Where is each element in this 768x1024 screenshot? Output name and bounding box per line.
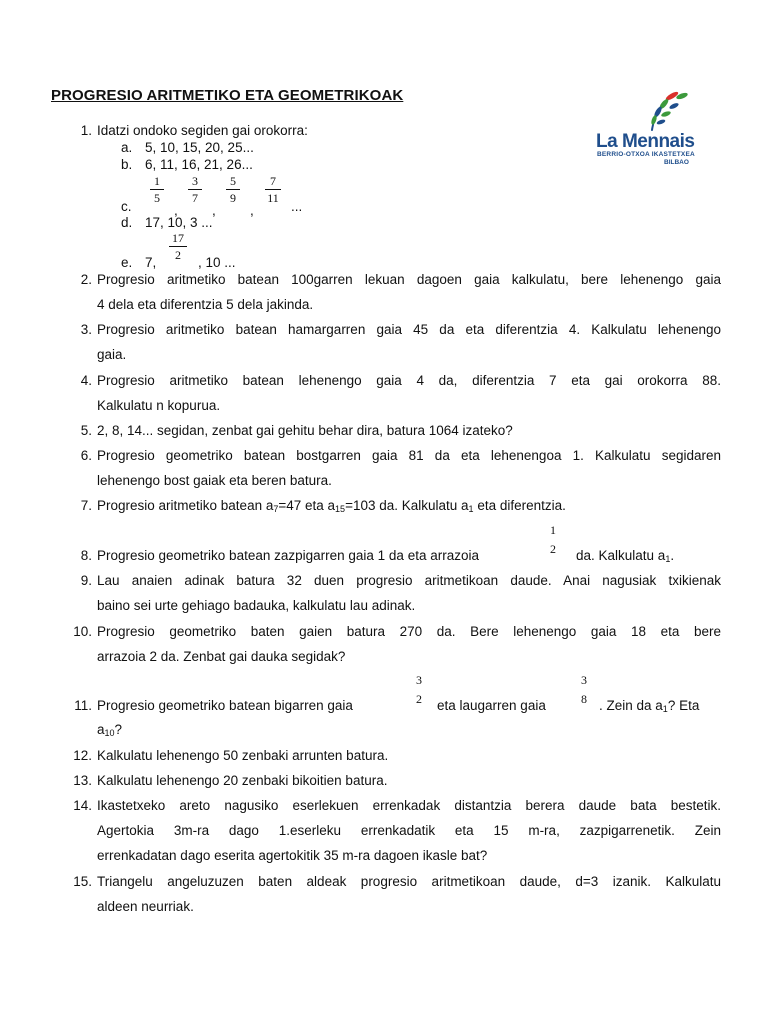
question-number: 14. bbox=[73, 798, 92, 813]
denominator: 7 bbox=[192, 191, 198, 205]
fraction bbox=[150, 174, 164, 205]
numerator: 3 bbox=[416, 673, 422, 687]
denominator: 2 bbox=[175, 248, 181, 262]
question-text-line: Kalkulatu lehenengo 50 zenbaki arrunten batura. bbox=[97, 748, 389, 763]
question-text-line: Progresio geometriko baten gaien batura 270 da. Bere lehenengo gaia 18 eta bere bbox=[97, 624, 721, 639]
question-text-line: $a_{10}$? bbox=[97, 722, 123, 738]
question-text-line: Progresio aritmetiko batean lehenengo gaia 4 da, diferentzia 7 eta gai orokorra 88. bbox=[97, 373, 721, 388]
separator: , bbox=[174, 203, 178, 218]
question-text-line: Agertokia 3m-ra dago 1.eserleku errenkadatik eta 15 m-ra, zazpigarrenetik. Zein bbox=[97, 823, 721, 838]
logo-name: La Mennais bbox=[596, 131, 695, 152]
question-number: 1. bbox=[80, 123, 92, 138]
item-label: e. bbox=[121, 255, 133, 270]
item-text: 17, 10, 3 ... bbox=[145, 215, 213, 230]
numerator: 5 bbox=[230, 174, 236, 188]
question-text-line: Kalkulatu lehenengo 20 zenbaki bikoitien batura. bbox=[97, 773, 388, 788]
numerator: 17 bbox=[172, 231, 184, 245]
denominator: 2 bbox=[550, 542, 556, 556]
question-text-line: Triangelu angeluzuzen baten aldeak progresio aritmetikoan daude, d=3 izanik. Kalkulatu bbox=[97, 874, 721, 889]
question-number: 13. bbox=[73, 773, 92, 788]
item-label: c. bbox=[121, 199, 132, 214]
question-text-line: 2, 8, 14... segidan, zenbat gai gehitu behar dira, batura 1064 izateko? bbox=[97, 423, 513, 438]
fraction bbox=[578, 673, 590, 706]
fraction bbox=[547, 523, 559, 556]
question-text-line: gaia. bbox=[97, 347, 127, 362]
question-text-line: baino sei urte gehiago badauka, kalkulatu lau adinak. bbox=[97, 598, 416, 613]
question-text-line: Progresio aritmetiko batean 100garren lekuan dagoen gaia kalkulatu, bere lehenengo gaia bbox=[97, 272, 721, 287]
question-text-line: Ikastetxeko areto nagusiko eserlekuen errenkadak distantzia berera daude bata bestetik. bbox=[97, 798, 721, 813]
numerator: 1 bbox=[154, 174, 160, 188]
question-text-line: eta laugarren gaia bbox=[437, 698, 546, 713]
denominator: 2 bbox=[416, 692, 422, 706]
question-text-line: aldeen neurriak. bbox=[97, 899, 194, 914]
question-text: Idatzi ondoko segiden gai orokorra: bbox=[97, 123, 308, 138]
question-text-line: . Zein da $a_1$? Eta bbox=[599, 698, 700, 714]
question-text-line: 4 dela eta diferentzia 5 dela jakinda. bbox=[97, 297, 314, 312]
item-text: 6, 11, 16, 21, 26... bbox=[145, 157, 253, 172]
question-number: 5. bbox=[80, 423, 92, 438]
denominator: 5 bbox=[154, 191, 160, 205]
question-number: 6. bbox=[80, 448, 92, 463]
question-text-line: Kalkulatu n kopurua. bbox=[97, 398, 221, 413]
item-text: 7, bbox=[145, 255, 157, 270]
item-label: b. bbox=[121, 157, 133, 172]
logo-city: BILBAO bbox=[664, 159, 689, 166]
question-text-line: lehenengo bost gaiak eta beren batura. bbox=[97, 473, 332, 488]
numerator: 7 bbox=[270, 174, 276, 188]
question-text-line: errenkadatan dago eserita agertokitik 35 m-ra dagoen ikasle bat? bbox=[97, 848, 488, 863]
question-text-line: Progresio aritmetiko batean $a_7=47$ eta $a_{15}=103$ da. Kalkulatu $a_1$ eta diferentzia. bbox=[97, 498, 566, 514]
page-title: PROGRESIO ARITMETIKO ETA GEOMETRIKOAK bbox=[51, 87, 404, 104]
question-number: 7. bbox=[80, 498, 92, 513]
question-number: 9. bbox=[80, 573, 92, 588]
question-text-line: Progresio geometriko batean bostgarren gaia 81 da eta lehenengoa 1. Kalkulatu segidaren bbox=[97, 448, 721, 463]
question-text-line: Progresio geometriko batean zazpigarren gaia 1 da eta arrazoia bbox=[97, 548, 479, 563]
separator: , bbox=[212, 203, 216, 218]
item-text: , 10 ... bbox=[198, 255, 236, 270]
question-number: 12. bbox=[73, 748, 92, 763]
question-number: 11. bbox=[74, 698, 92, 713]
fraction bbox=[265, 174, 281, 205]
denominator: 8 bbox=[581, 692, 587, 706]
denominator: 11 bbox=[267, 191, 279, 205]
question-number: 8. bbox=[80, 548, 92, 563]
question-number: 4. bbox=[80, 373, 92, 388]
logo-subtitle: BERRIO-OTXOA IKASTETXEA bbox=[597, 151, 695, 158]
fraction bbox=[413, 673, 425, 706]
question-text-line: Progresio geometriko batean bigarren gaia bbox=[97, 698, 353, 713]
question-number: 10. bbox=[73, 624, 92, 639]
question-number: 3. bbox=[80, 322, 92, 337]
question-number: 2. bbox=[80, 272, 92, 287]
question-number: 15. bbox=[73, 874, 92, 889]
ellipsis: ... bbox=[291, 199, 303, 214]
question-text-line: Progresio aritmetiko batean hamargarren gaia 45 da eta diferentzia 4. Kalkulatu lehenengo bbox=[97, 322, 721, 337]
item-label: a. bbox=[121, 140, 133, 155]
numerator: 3 bbox=[581, 673, 587, 687]
question-text-line: Lau anaien adinak batura 32 duen progresio aritmetikoan daude. Anai nagusiak txikienak bbox=[97, 573, 721, 588]
separator: , bbox=[250, 203, 254, 218]
denominator: 9 bbox=[230, 191, 236, 205]
fraction bbox=[169, 231, 187, 262]
numerator: 3 bbox=[192, 174, 198, 188]
fraction bbox=[226, 174, 240, 205]
fraction bbox=[188, 174, 202, 205]
item-text: 5, 10, 15, 20, 25... bbox=[145, 140, 254, 155]
item-label: d. bbox=[121, 215, 133, 230]
question-text-line: da. Kalkulatu $a_1$. bbox=[576, 548, 675, 564]
question-text-line: arrazoia 2 da. Zenbat gai dauka segidak? bbox=[97, 649, 346, 664]
numerator: 1 bbox=[550, 523, 556, 537]
